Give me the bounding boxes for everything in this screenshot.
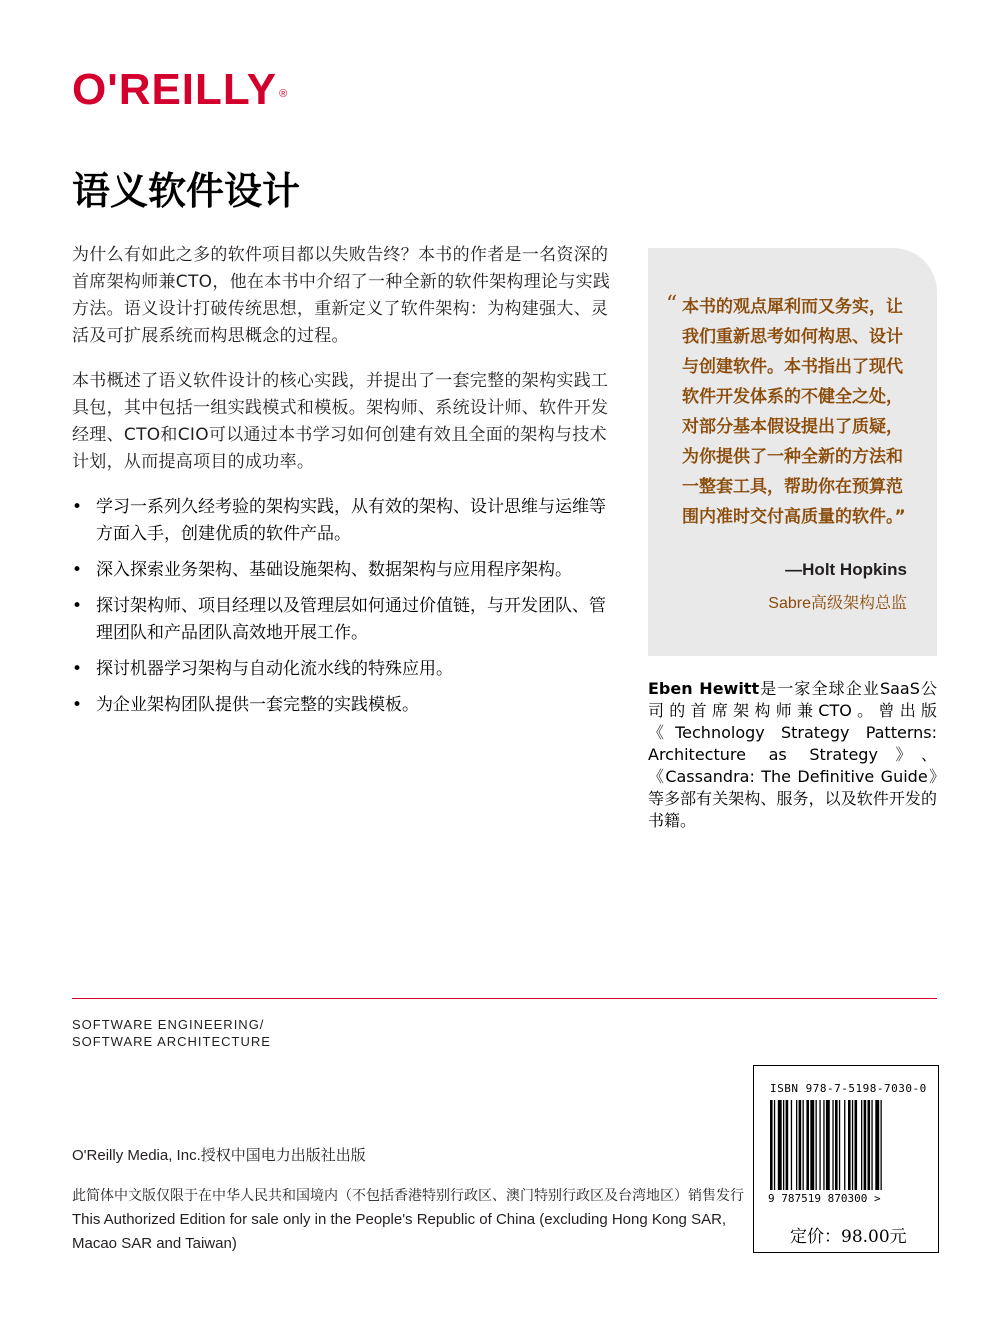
feature-item-5: • 为企业架构团队提供一套完整的实践模板。: [72, 692, 622, 719]
rights-notice: [72, 1184, 744, 1256]
intro-text: [72, 242, 620, 494]
book-title: 语义软件设计: [72, 169, 301, 213]
feature-item-4: • 探讨机器学习架构与自动化流水线的特殊应用。: [72, 656, 622, 683]
intro-paragraph-1: 为什么有如此之多的软件项目都以失败告终？本书的作者是一名资深的首席架构师兼CTO，他在本书中介绍了一种全新的软件架构理论与实践方法。语义设计打破传统思想，重新定义了软件架构：为构建强大、灵活及可扩展系统而构思概念的过程。: [72, 245, 611, 346]
quote-open-mark: “: [666, 292, 678, 317]
rights-en-line-2: Macao SAR and Taiwan): [72, 1235, 237, 1252]
rights-en-line-1: This Authorized Edition for sale only in the People's Republic of China (excluding Hong Kong SAR,: [72, 1211, 727, 1228]
logo-text: O'REILLY: [72, 65, 278, 114]
author-bio-text: 是一家全球企业SaaS公司的首席架构师兼CTO。曾出版《Technology Strategy Patterns: Architecture as Strategy》、《Cassandra: The Definitive Guide》等多部有关架构、服务，以及软件开发的书籍。: [648, 679, 937, 830]
feature-item-3: • 探讨架构师、项目经理以及管理层如何通过价值链，与开发团队、管理团队和产品团队高效地开展工作。: [72, 593, 622, 647]
category-line-1: SOFTWARE ENGINEERING/: [72, 1017, 265, 1032]
isbn-text: ISBN 978-7-5198-7030-0: [770, 1082, 927, 1095]
category-line-2: SOFTWARE ARCHITECTURE: [72, 1034, 271, 1049]
oreilly-logo: [72, 66, 288, 114]
barcode-icon: [768, 1100, 924, 1192]
rights-zh: 此简体中文版仅限于在中华人民共和国境内（不包括香港特别行政区、澳门特别行政区及台湾地区）销售发行: [72, 1188, 744, 1204]
endorsement-quote-box: [648, 248, 937, 656]
endorsement-author-role: Sabre高级架构总监: [768, 595, 907, 612]
ean-digits: 9 787519 870300 >: [768, 1192, 881, 1205]
feature-list: [72, 494, 622, 728]
endorsement-author: —Holt Hopkins: [785, 560, 907, 579]
endorsement-quote-text: 本书的观点犀利而又务实，让我们重新思考如何构思、设计与创建软件。本书指出了现代软件开发体系的不健全之处，对部分基本假设提出了质疑，为你提供了一种全新的方法和一整套工具，帮助你在预算范围内准时交付高质量的软件。”: [682, 297, 906, 527]
subject-category: [72, 1016, 271, 1050]
section-divider: [72, 998, 937, 999]
feature-item-2: • 深入探索业务架构、基础设施架构、数据架构与应用程序架构。: [72, 557, 622, 584]
feature-item-1: • 学习一系列久经考验的架构实践，从有效的架构、设计思维与运维等方面入手，创建优质的软件产品。: [72, 494, 622, 548]
intro-paragraph-2: 本书概述了语义软件设计的核心实践，并提出了一套完整的架构实践工具包，其中包括一组实践模式和模板。架构师、系统设计师、软件开发经理、CTO和CIO可以通过本书学习如何创建有效且全面的架构与技术计划，从而提高项目的成功率。: [72, 371, 609, 472]
author-bio: [648, 678, 937, 832]
publisher-line: O'Reilly Media, Inc.授权中国电力出版社出版: [72, 1147, 366, 1164]
registered-mark: ®: [279, 88, 289, 100]
price-label: 定价：98.00元: [790, 1227, 907, 1247]
isbn-barcode-box: [753, 1065, 939, 1253]
author-name: Eben Hewitt: [648, 679, 760, 698]
